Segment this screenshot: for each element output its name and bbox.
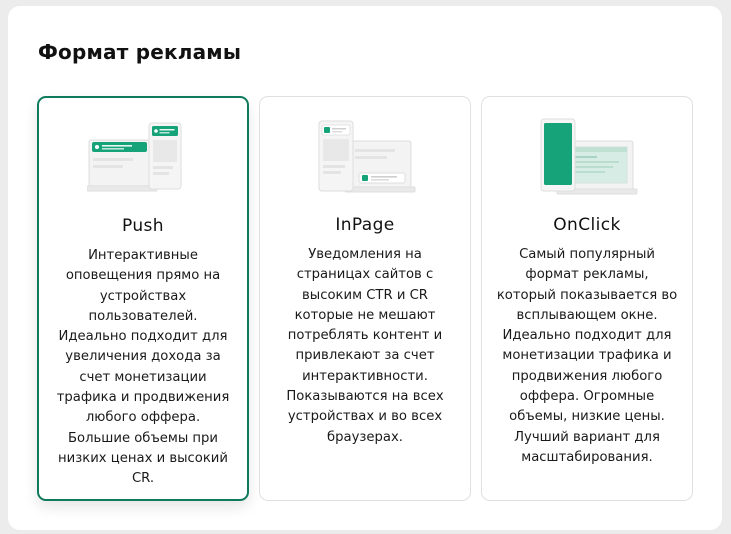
card-title: OnClick bbox=[553, 215, 621, 235]
ad-format-panel bbox=[8, 6, 722, 530]
push-notification-devices-illustration bbox=[87, 118, 199, 198]
card-inpage[interactable] bbox=[259, 96, 471, 501]
inpage-notification-illustration bbox=[309, 117, 421, 197]
card-title: Push bbox=[122, 216, 164, 236]
card-description: Интерактивные оповещения прямо на устройствах пользователей. Идеально подходит для увеличения дохода за счет монетизации трафика и продвижения любого оффера. Большие объемы при низких ценах и высокий CR. bbox=[56, 248, 230, 487]
card-description: Самый популярный формат рекламы, который показывается во всплывающем окне. Идеально подходит для монетизации трафика и продвижения любого оффера. Огромные объемы, низкие цены. Лучший вариант для масштабирования. bbox=[496, 247, 678, 465]
card-onclick[interactable] bbox=[481, 96, 693, 501]
card-title: InPage bbox=[335, 215, 395, 235]
onclick-popup-illustration bbox=[531, 117, 643, 197]
section-title: Формат рекламы bbox=[38, 40, 242, 64]
card-description: Уведомления на страницах сайтов с высоким CTR и CR которые не мешают потреблять контент и привлекают за счет интерактивности. Показываются на всех устройствах и во всех браузерах. bbox=[286, 247, 444, 445]
card-push[interactable] bbox=[37, 96, 249, 501]
